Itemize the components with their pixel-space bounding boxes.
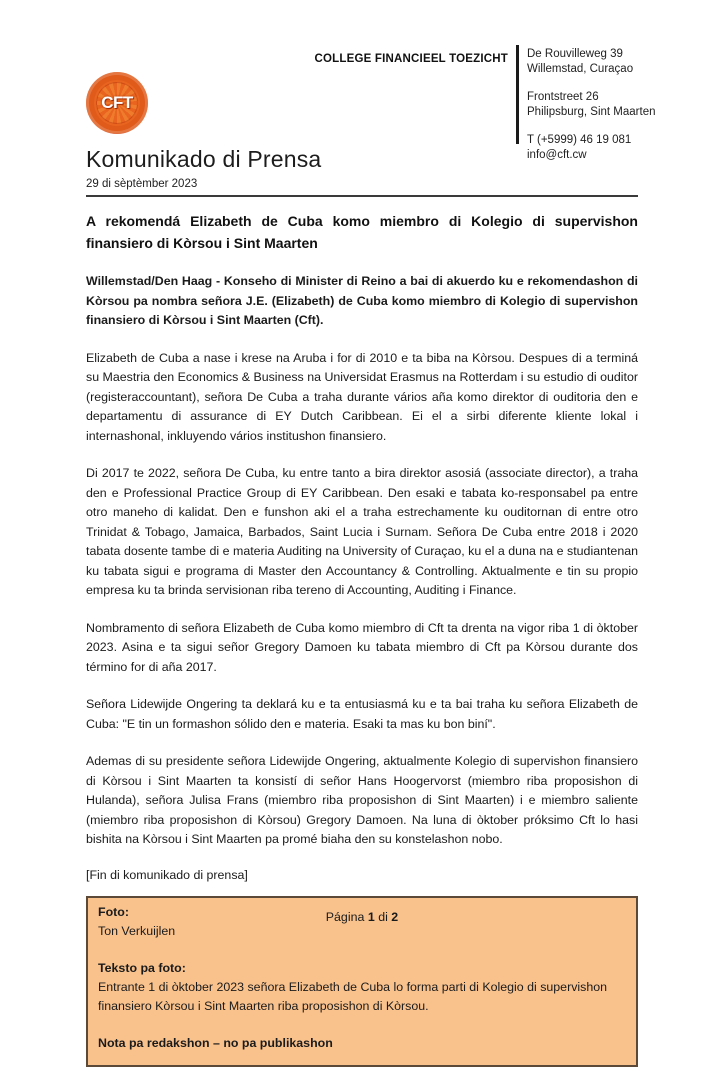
page-separator: di: [378, 910, 388, 924]
box-spacer: [98, 1016, 626, 1034]
document-title: Komunikado di Prensa: [86, 146, 322, 172]
photo-caption: Entrante 1 di òktober 2023 señora Elizabeth de Cuba lo forma parti di Kolegio di supervishon finansiero Kòrsou i Sint Maarten riba proposishon di Kòrsou.: [98, 979, 608, 1013]
address-line: Frontstreet 26: [527, 91, 599, 103]
cft-logo-seal: [96, 82, 138, 124]
document-date: 29 di sèptèmber 2023: [86, 178, 198, 190]
foto-label: Foto:: [98, 904, 129, 919]
paragraph-4: Señora Lidewijde Ongering ta deklará ku e ta entusiasmá ku e ta bai traha ku señora Elizabeth de Cuba: "E tin un formashon sólido den e materia. Esaki ta mas ku bon biní".: [86, 697, 638, 731]
caption-label: Teksto pa foto:: [98, 960, 186, 975]
cft-logo-text: CFT: [101, 93, 133, 112]
paragraph-1: Elizabeth de Cuba a nase i krese na Aruba i for di 2010 e ta biba na Kòrsou. Despues di a terminá su Maestria den Economics & Business na Universidat Erasmus na Rotterdam i su estudio di ouditor (registeraccountant), señora De Cuba a traha durante vários aña komo direktor di ouditoria den e departamentu di assurance di EY Dutch Caribbean. Ei el a sirbi diferente kliente lokal i internashonal, inkluyendo vários institushon finansiero.: [86, 350, 638, 443]
address-line: Willemstad, Curaçao: [527, 63, 634, 75]
lead-paragraph: Willemstad/Den Haag - Konseho di Minister di Reino a bai di akuerdo ku e rekomendashon di Kòrsou pa nombra señora J.E. (Elizabeth) de Cuba komo miembro di Kolegio di supervishon finansiero di Kòrsou i Sint Maarten (Cft).: [86, 274, 638, 327]
paragraph-5: Ademas di su presidente señora Lidewijde Ongering, aktualmente Kolegio di supervishon finansiero di Kòrsou i Sint Maarten ta konsistí di señor Hans Hoogervorst (miembro riba proposishon di Hulanda), señora Julisa Frans (miembro riba proposishon di Sint Maarten) i e miembro saliente (miembro riba proposishon di Kòrsou) Gregory Damoen. Na luna di òktober próksimo Cft lo hasi bishita na Kòrsou i Sint Maarten pa promé biaha den su konstelashon nobo.: [86, 754, 638, 846]
box-spacer: [98, 941, 626, 959]
end-of-release-note: [Fin di komunikado di prensa]: [86, 867, 248, 882]
address-line: De Rouvilleweg 39: [527, 48, 623, 60]
page-number: 1: [367, 910, 375, 924]
foto-credit: Ton Verkuijlen: [98, 923, 176, 938]
phone-number: T (+5999) 46 19 081: [527, 134, 632, 146]
address-curacao: [527, 47, 655, 77]
editor-note: Nota pa redakshon – no pa publikashon: [98, 1035, 333, 1050]
paragraph-2: Di 2017 te 2022, señora De Cuba, ku entre tanto a bira direktor asosiá (associate director), a traha den e Professional Practice Group di EY Caribbean. Den esaki e tabata ko-responsabel pa entre otro maneho di kalidat. Den e funshon aki el a traha estrechamente ku ouditornan di entre otro Trinidat & Tobago, Jamaica, Barbados, Saint Lucia i Surnam. Señora De Cuba entre 2018 i 2020 tabata dosente tambe di e materia Auditing na University of Curaçao, ku el a duna na e studiantenan ku tabata sigui e programa di Master den Accountancy & Controlling. Aktualmente e tin su propio empresa ku ta brinda servisionan riba tereno di Accounting, Auditing i Finance.: [86, 466, 638, 597]
email-address: info@cft.cw: [527, 149, 587, 161]
cft-logo: [86, 72, 148, 134]
headline: A rekomendá Elizabeth de Cuba komo miembro di Kolegio di supervishon finansiero di Kòrsou i Sint Maarten: [86, 213, 638, 251]
paragraph-3: Nombramento di señora Elizabeth de Cuba komo miembro di Cft ta drenta na vigor riba 1 di òktober 2023. Asina e ta sigui señor Gregory Damoen ku tabata miembro di Cft pa Kòrsou durante dos término for di aña 2017.: [86, 620, 638, 674]
organization-name: COLLEGE FINANCIEEL TOEZICHT: [314, 53, 508, 65]
title-rule: [86, 195, 638, 197]
page-total: 2: [391, 910, 399, 924]
header-divider: [516, 45, 519, 144]
page-footer: [0, 910, 724, 924]
page-label: Página: [325, 910, 365, 924]
address-sint-maarten: [527, 90, 655, 120]
document-body: [86, 146, 638, 1067]
address-line: Philipsburg, Sint Maarten: [527, 106, 656, 118]
